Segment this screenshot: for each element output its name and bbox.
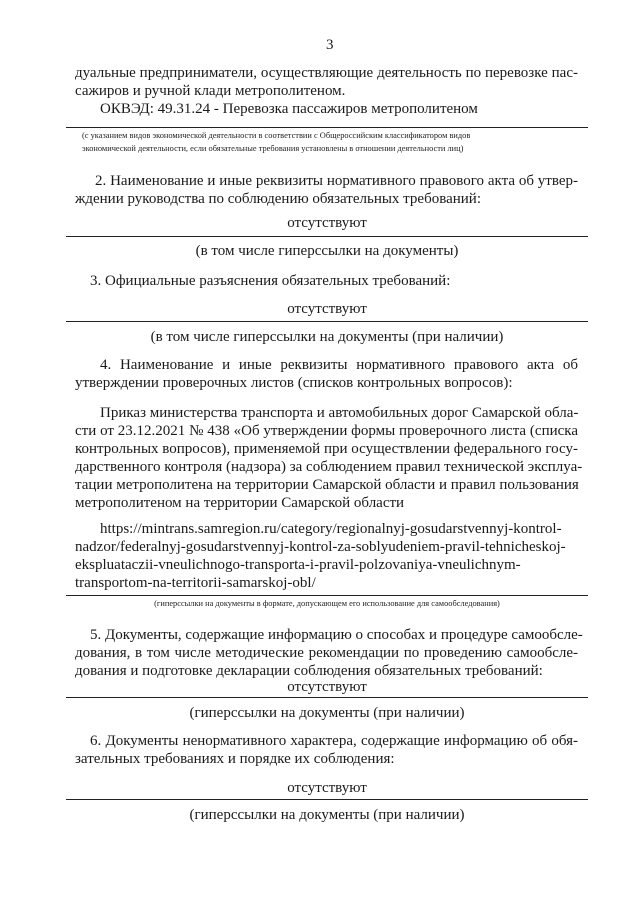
order-line-5: тации метрополитена на территории Самарской области и правил пользования: [75, 477, 579, 493]
okved-note-line-2: экономической деятельности, если обязательные требования установлены в отношении деятельности лиц): [82, 144, 464, 153]
order-line-6: метрополитеном на территории Самарской области: [75, 495, 405, 511]
document-link-line-2[interactable]: nadzor/federalnyj-gosudarstvennyj-kontrol-za-soblyudeniem-pravil-tehnicheskoj-: [75, 539, 566, 555]
section-6-heading-line-1: 6. Документы ненормативного характера, содержащие информацию об обя-: [90, 733, 578, 749]
order-line-1: Приказ министерства транспорта и автомобильных дорог Самарской обла-: [100, 405, 579, 421]
section-4-underline: [66, 595, 588, 596]
section-4-caption: (гиперссылки на документы в формате, допускающем его использование для самообследования): [154, 599, 500, 608]
section-5-caption: (гиперссылки на документы (при наличии): [189, 705, 465, 721]
document-link-line-1[interactable]: https://mintrans.samregion.ru/category/regionalnyj-gosudarstvennyj-kontrol-: [100, 521, 562, 537]
section-6-value: отсутствуют: [287, 780, 367, 796]
section-6-heading-line-2: зательных требованиях и порядке их соблюдения:: [75, 751, 395, 767]
intro-line-2: сажиров и ручной клади метрополитеном.: [75, 83, 346, 99]
document-link-line-3[interactable]: ekspluataczii-vneulichnogo-transporta-i-pravil-polzovaniya-vneulichnym-: [75, 557, 521, 573]
section-3-underline: [66, 321, 588, 322]
section-5-heading-line-3: дования и подготовке декларации соблюдения обязательных требований:: [75, 663, 543, 679]
section-5-heading-line-1: 5. Документы, содержащие информацию о способах и процедуре самообсле-: [90, 627, 583, 643]
section-3-caption: (в том числе гиперссылки на документы (при наличии): [150, 329, 504, 345]
section-5-value: отсутствуют: [287, 679, 367, 695]
section-5-heading-line-2: дования, в том числе методические рекомендации по проведению самообсле-: [75, 645, 578, 661]
okved-underline: [66, 127, 588, 128]
section-2-heading-line-1: 2. Наименование и иные реквизиты нормативного правового акта об утвер-: [95, 173, 578, 189]
okved-note-line-1: (с указанием видов экономической деятельности в соответствии с Общероссийским классификатором видов: [82, 131, 471, 140]
section-2-underline: [66, 236, 588, 237]
order-line-2: сти от 23.12.2021 № 438 «Об утверждении формы проверочного листа (списка: [75, 423, 578, 439]
section-3-heading: 3. Официальные разъяснения обязательных требований:: [90, 273, 451, 289]
section-2-value: отсутствуют: [287, 215, 367, 231]
section-6-underline: [66, 799, 588, 800]
document-link-line-4[interactable]: transportom-na-territorii-samarskoj-obl/: [75, 575, 316, 591]
section-4-heading-line-2: утверждении проверочных листов (списков контрольных вопросов):: [75, 375, 513, 391]
section-2-caption: (в том числе гиперссылки на документы): [195, 243, 459, 259]
section-4-heading-line-1: 4. Наименование и иные реквизиты нормативного правового акта об: [100, 357, 578, 373]
section-3-value: отсутствуют: [287, 301, 367, 317]
intro-line-1: дуальные предприниматели, осуществляющие деятельность по перевозке пас-: [75, 65, 578, 81]
okved-line: ОКВЭД: 49.31.24 - Перевозка пассажиров метрополитеном: [100, 101, 478, 117]
section-6-caption: (гиперссылки на документы (при наличии): [189, 807, 465, 823]
order-line-4: дарственного контроля (надзора) за соблюдением правил технической эксплуа-: [75, 459, 583, 475]
section-5-underline: [66, 697, 588, 698]
page-number: 3: [326, 37, 334, 53]
section-2-heading-line-2: ждении руководства по соблюдению обязательных требований:: [75, 191, 481, 207]
order-line-3: контрольных вопросов), применяемой при осуществлении федерального госу-: [75, 441, 578, 457]
